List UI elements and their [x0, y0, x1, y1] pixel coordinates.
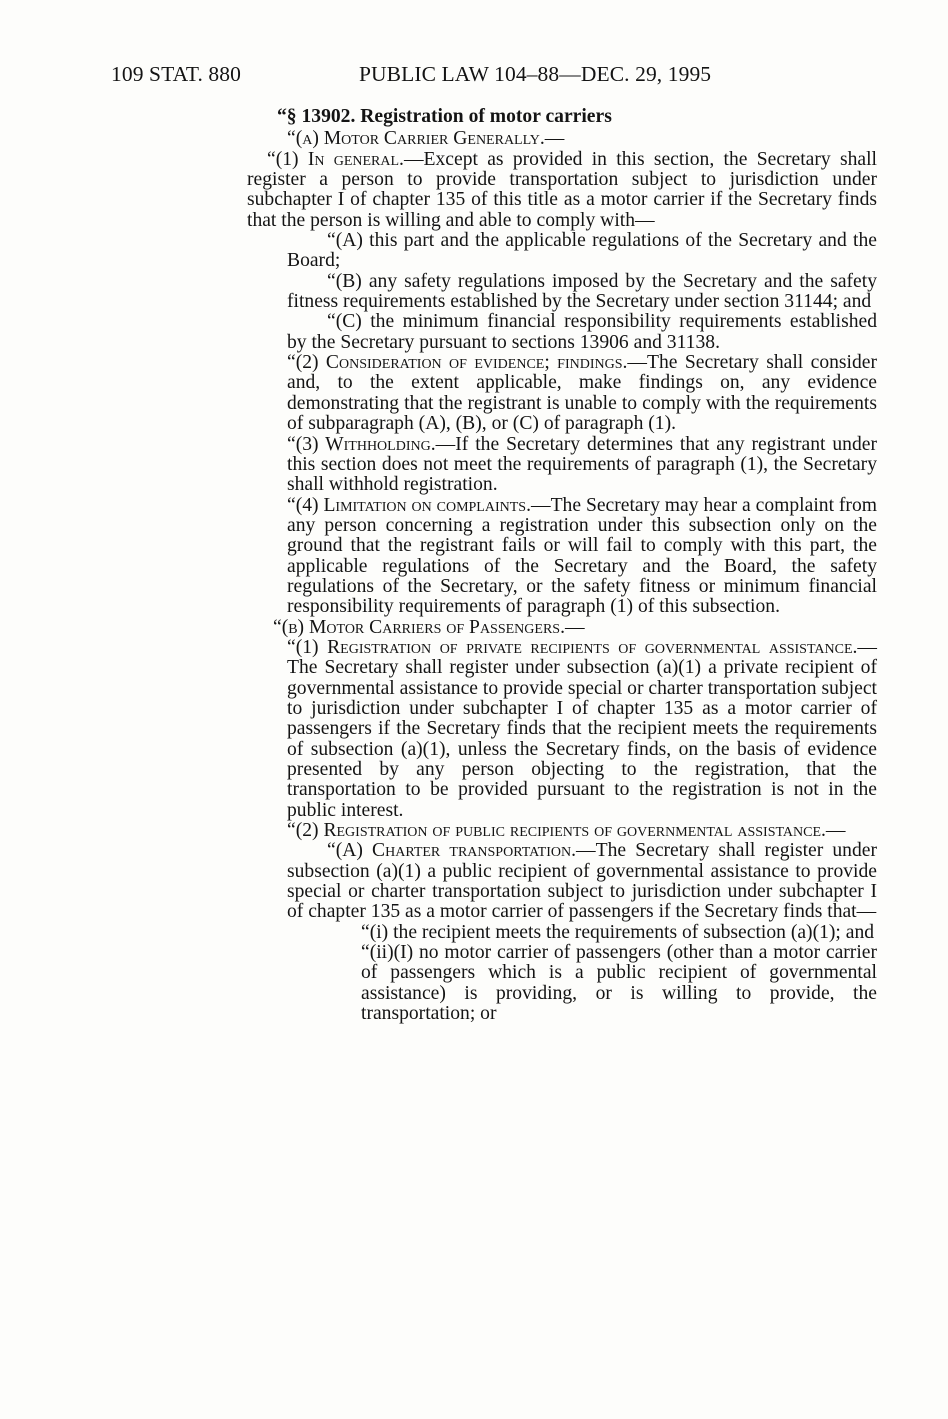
- public-law-citation: PUBLIC LAW 104–88—DEC. 29, 1995: [359, 62, 712, 86]
- subsection-b-heading: “(b) Motor Carriers of Passengers.—: [273, 616, 585, 638]
- paragraph-a1: “(1) In general.—Except as provided in this section, the Secretary shall register a person to provide transportation subject to jurisdiction under subchapter I of chapter 135 of this title as a motor carrier if the Secretary finds that the person is willing and able to comply with—: [247, 148, 877, 231]
- subparagraph-b2A: “(A) Charter transportation.—The Secretary shall register under subsection (a)(1) a public recipient of governmental assistance to provide special or charter transportation subject to jurisdiction under subchapter I of chapter 135 as a motor carrier of passengers if the Secretary finds that—: [287, 840, 877, 923]
- section-heading: “§ 13902. Registration of motor carriers: [277, 106, 612, 127]
- subparagraph-a1A: “(A) this part and the applicable regulations of the Secretary and the Board;: [287, 230, 877, 272]
- paragraph-a3: “(3) Withholding.—If the Secretary determines that any registrant under this section does not meet the requirements of paragraph (1), the Secretary shall withhold registration.: [287, 433, 877, 496]
- paragraph-b1: “(1) Registration of private recipients of governmental assistance.—The Secretary shall register under subsection (a)(1) a private recipient of governmental assistance to provide special or charter transportation subject to jurisdiction under subchapter I of chapter 135 as a motor carrier of passengers if the Secretary finds that the recipient meets the requirements of subsection (a)(1), unless the Secretary finds, on the basis of evidence presented by any person objecting to the registration, that the transportation to be provided pursuant to the registration is not in the public interest.: [287, 636, 877, 821]
- subparagraph-a1C: “(C) the minimum financial responsibility requirements established by the Secretary pursuant to sections 13906 and 31138.: [287, 311, 877, 353]
- paragraph-a4: “(4) Limitation on complaints.—The Secretary may hear a complaint from any person concerning a registration under this subsection only on the ground that the registrant fails or will fail to comply with this part, the applicable regulations of the Secretary and the Board, the safety regulations of the Secretary, or the safety fitness or minimum financial responsibility requirements of paragraph (1) of this subsection.: [287, 494, 877, 618]
- subsection-a-heading: “(a) Motor Carrier Generally.—: [287, 128, 565, 150]
- statute-page-number: 109 STAT. 880: [111, 62, 241, 86]
- paragraph-a2: “(2) Consideration of evidence; findings.—The Secretary shall consider and, to the extent applicable, make findings on, any evidence demonstrating that the registrant is unable to comply with the requirements of subparagraph (A), (B), or (C) of paragraph (1).: [287, 352, 877, 435]
- paragraph-b2: “(2) Registration of public recipients of governmental assistance.—: [287, 820, 846, 842]
- clause-b2Aii: “(ii)(I) no motor carrier of passengers (other than a motor carrier of passengers which is a public recipient of governmental assistance) is providing, or is willing to provide, the transportation; or: [361, 942, 877, 1025]
- clause-b2Ai: “(i) the recipient meets the requirements of subsection (a)(1); and: [361, 921, 875, 943]
- statute-text: [247, 106, 877, 1025]
- subparagraph-a1B: “(B) any safety regulations imposed by the Secretary and the safety fitness requirements established by the Secretary under section 31144; and: [287, 270, 877, 313]
